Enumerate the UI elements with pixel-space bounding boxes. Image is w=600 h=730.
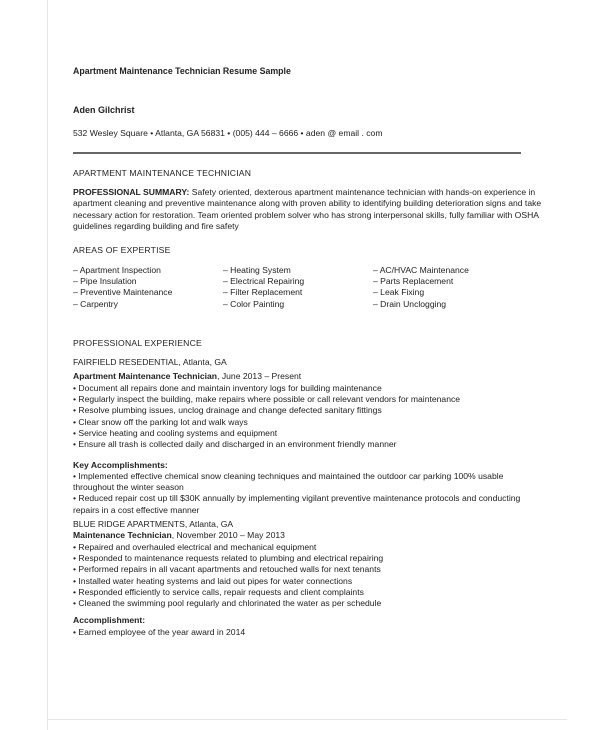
expertise-item: – Color Painting — [223, 298, 285, 309]
list-item: • Installed water heating systems and laid out pipes for water connections — [73, 575, 353, 586]
position-heading: APARTMENT MAINTENANCE TECHNICIAN — [73, 167, 252, 178]
expertise-item: – Carpentry — [73, 298, 118, 309]
accomplishments-heading: Accomplishment: — [73, 615, 146, 626]
job-duties — [73, 542, 543, 610]
list-item: • Ensure all trash is collected daily and discharged in an environment friendly manner — [73, 439, 397, 450]
expertise-item: – Electrical Repairing — [223, 275, 305, 286]
expertise-heading: AREAS OF EXPERTISE — [73, 245, 171, 256]
expertise-item: – Pipe Insulation — [73, 275, 137, 286]
accomplishments-list — [73, 627, 543, 638]
job-title-line — [73, 530, 543, 541]
expertise-grid — [73, 265, 543, 310]
summary-text: Safety oriented, dexterous apartment maintenance technician with hands-on experience in apartment cleaning and preventive maintenance along with proven ability to identifying building deterioration signs and take necessary action for restoration. Team oriented problem solver who has strong interpersonal skills, fully familiar with OSHA guidelines regarding building and fire safety — [73, 187, 542, 232]
summary-label: PROFESSIONAL SUMMARY: — [73, 187, 190, 198]
list-item: • Repaired and overhauled electrical and mechanical equipment — [73, 541, 317, 552]
job-dates: , November 2010 – May 2013 — [171, 530, 285, 541]
candidate-name: Aden Gilchrist — [73, 105, 135, 116]
job-company: BLUE RIDGE APARTMENTS, Atlanta, GA — [73, 519, 234, 530]
page-left-edge — [47, 0, 48, 730]
accomplishments-list — [73, 471, 543, 516]
expertise-item: – Heating System — [223, 264, 291, 275]
job-dates: , June 2013 – Present — [217, 371, 302, 382]
job-duties — [73, 383, 543, 451]
list-item: • Service heating and cooling systems and equipment — [73, 427, 278, 438]
job-title: Apartment Maintenance Technician — [73, 371, 218, 382]
expertise-item: – Filter Replacement — [223, 287, 303, 298]
list-item: • Clear snow off the parking lot and walk ways — [73, 416, 248, 427]
list-item: • Earned employee of the year award in 2014 — [73, 626, 246, 637]
job-company: FAIRFIELD RESEDENTIAL, Atlanta, GA — [73, 357, 227, 368]
list-item: • Implemented effective chemical snow cleaning techniques and maintained the outdoor car parking 100% usable throughout the winter season — [73, 470, 504, 493]
experience-heading: PROFESSIONAL EXPERIENCE — [73, 337, 202, 348]
list-item: • Responded to maintenance requests related to plumbing and electrical repairing — [73, 552, 384, 563]
resume-document — [73, 66, 543, 638]
contact-line: 532 Wesley Square • Atlanta, GA 56831 • (005) 444 – 6666 • aden @ email . com — [73, 127, 383, 138]
list-item: • Responded efficiently to service calls, repair requests and client complaints — [73, 586, 364, 597]
list-item: • Regularly inspect the building, make repairs where possible or call relevant vendors for maintenance — [73, 394, 461, 405]
list-item: • Performed repairs in all vacant apartments and retouched walls for next tenants — [73, 564, 381, 575]
list-item: • Document all repairs done and maintain inventory logs for building maintenance — [73, 382, 382, 393]
expertise-item: – Parts Replacement — [373, 275, 454, 286]
job-title-line — [73, 371, 543, 382]
document-title: Apartment Maintenance Technician Resume Sample — [73, 66, 291, 76]
expertise-item: – Leak Fixing — [373, 287, 425, 298]
expertise-item: – Drain Unclogging — [373, 298, 447, 309]
expertise-item: – Preventive Maintenance — [73, 287, 173, 298]
accomplishments-heading: Key Accomplishments: — [73, 459, 168, 470]
professional-summary — [73, 187, 543, 232]
page-bottom-edge — [47, 719, 567, 720]
expertise-item: – Apartment Inspection — [73, 264, 161, 275]
list-item: • Cleaned the swimming pool regularly and chlorinated the water as per schedule — [73, 598, 382, 609]
expertise-item: – AC/HVAC Maintenance — [373, 264, 469, 275]
list-item: • Reduced repair cost up till $30K annually by implementing vigilant preventive maintenance protocols and conducting repairs in a cost effective manner — [73, 493, 521, 515]
job-title: Maintenance Technician — [73, 530, 172, 541]
divider-rule — [73, 152, 521, 154]
list-item: • Resolve plumbing issues, unclog drainage and change defected sanitary fittings — [73, 405, 382, 416]
